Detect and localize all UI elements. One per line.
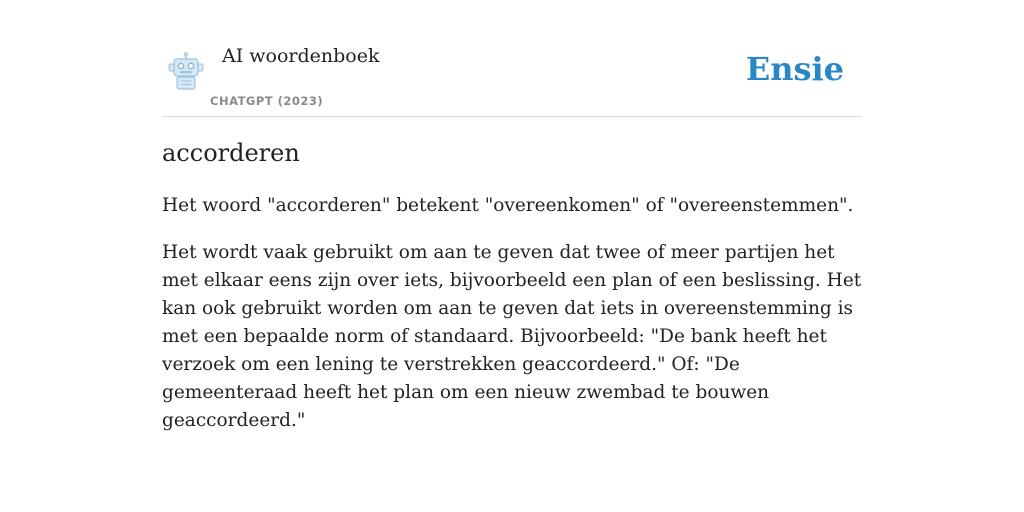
headword: accorderen bbox=[162, 139, 300, 167]
robot-icon bbox=[166, 52, 206, 90]
brand-logo[interactable]: Ensie bbox=[745, 50, 844, 88]
source-label: CHATGPT (2023) bbox=[210, 94, 324, 108]
dictionary-title[interactable]: AI woordenboek bbox=[222, 45, 380, 67]
page-container bbox=[162, 0, 862, 431]
definition-paragraph: Het woord "accorderen" betekent "overeenkomen" of "overeenstemmen". bbox=[162, 195, 854, 216]
header bbox=[162, 0, 862, 117]
explanation-paragraph: Het wordt vaak gebruikt om aan te geven dat twee of meer partijen het met elkaar eens zijn over iets, bijvoorbeeld een plan of een beslissing. Het kan ook gebruikt worden om aan te geven dat iets in overeenstemming is met een bepaalde norm of standaard. Bijvoorbeeld: "De bank heeft het verzoek om een lening te verstrekken geaccordeerd." Of: "De gemeenteraad heeft het plan om een nieuw zwembad te bouwen geaccordeerd." bbox=[162, 242, 862, 431]
